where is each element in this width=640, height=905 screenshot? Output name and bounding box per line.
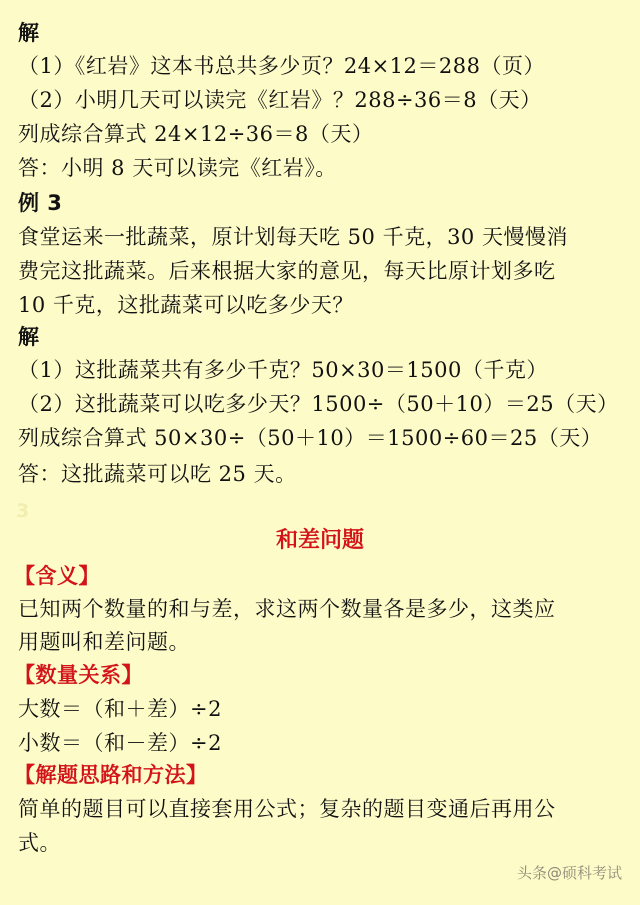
example-text-line-2: 费完这批蔬菜。后来根据大家的意见，每天比原计划多吃: [18, 259, 556, 283]
combined-formula: 列成综合算式 24×12÷36＝8（天）: [18, 122, 374, 146]
relationship-heading: 【数量关系】: [14, 663, 143, 687]
solution-heading: 解: [18, 325, 40, 349]
method-text-line-2: 式。: [18, 831, 61, 855]
section-number: 3: [16, 500, 30, 522]
example-text-line-1: 食堂运来一批蔬菜，原计划每天吃 50 千克，30 天慢慢消: [18, 225, 568, 249]
section-title: 和差问题: [275, 528, 364, 553]
meaning-text-line-1: 已知两个数量的和与差，求这两个数量各是多少，这类应: [18, 597, 556, 621]
solution-step-2: （2）这批蔬菜可以吃多少天？1500÷（50＋10）＝25（天）: [18, 392, 619, 416]
method-heading: 【解题思路和方法】: [14, 763, 208, 787]
method-text-line-1: 简单的题目可以直接套用公式；复杂的题目变通后再用公: [18, 797, 556, 821]
answer: 答：小明 8 天可以读完《红岩》。: [18, 156, 337, 180]
solution-heading: 解: [18, 21, 40, 45]
combined-formula: 列成综合算式 50×30÷（50＋10）＝1500÷60＝25（天）: [18, 426, 603, 450]
solution-step-1: （1）《红岩》这本书总共多少页？24×12＝288（页）: [18, 54, 545, 78]
solution-step-2: （2）小明几天可以读完《红岩》？288÷36＝8（天）: [18, 88, 542, 112]
answer: 答：这批蔬菜可以吃 25 天。: [18, 462, 297, 486]
formula-small-number: 小数＝（和－差）÷2: [18, 731, 222, 755]
example-heading: 例 3: [18, 191, 63, 215]
solution-step-1: （1）这批蔬菜共有多少千克？50×30＝1500（千克）: [18, 358, 548, 382]
meaning-text-line-2: 用题叫和差问题。: [18, 630, 190, 654]
meaning-heading: 【含义】: [14, 564, 100, 588]
watermark: 头条@硕科考试: [516, 864, 622, 882]
formula-big-number: 大数＝（和＋差）÷2: [18, 697, 222, 721]
example-text-line-3: 10 千克，这批蔬菜可以吃多少天？: [18, 293, 354, 317]
